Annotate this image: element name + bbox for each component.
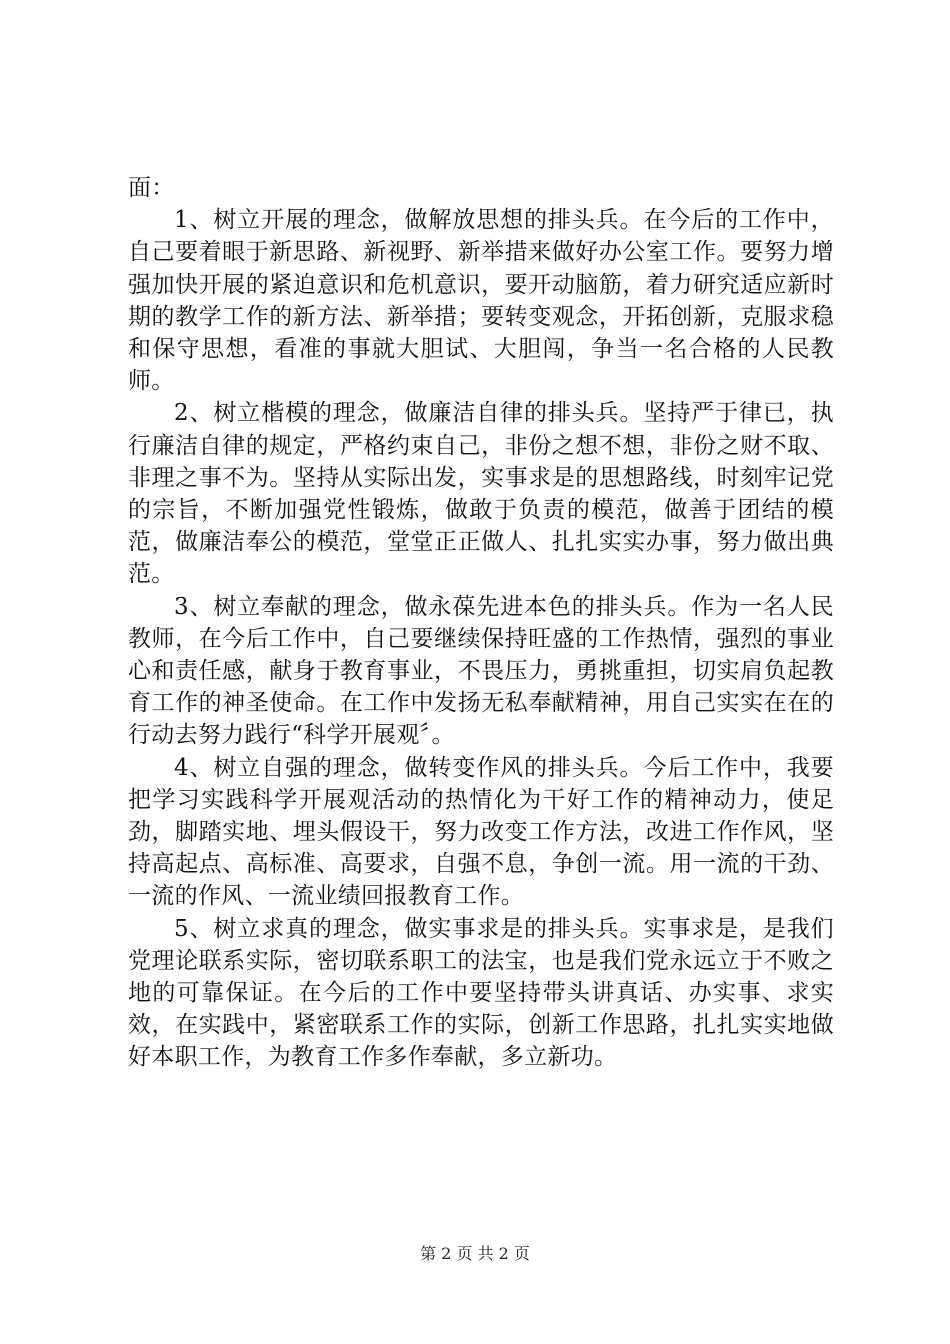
page-number-label: 第 2 页 共 2 页 <box>420 1244 530 1263</box>
document-body <box>128 172 834 1074</box>
paragraph-2: 2、树立楷模的理念，做廉洁自律的排头兵。坚持严于律已，执行廉洁自律的规定，严格约束自己，非份之想不想，非份之财不取、非理之事不为。坚持从实际出发，实事求是的思想路线，时刻牢记党的宗旨，不断加强党性锻炼，做敢于负责的模范，做善于团结的模范，做廉洁奉公的模范，堂堂正正做人、扎扎实实办事，努力做出典范。 <box>128 400 834 588</box>
paragraph-1: 1、树立开展的理念，做解放思想的排头兵。在今后的工作中，自己要着眼于新思路、新视野、新举措来做好办公室工作。要努力增强加快开展的紧迫意识和危机意识，要开动脑筋，着力研究适应新时期的教学工作的新方法、新举措；要转变观念，开拓创新，克服求稳和保守思想，看准的事就大胆试、大胆闯，争当一名合格的人民教师。 <box>128 207 834 395</box>
paragraph-4: 4、树立自强的理念，做转变作风的排头兵。今后工作中，我要把学习实践科学开展观活动的热情化为干好工作的精神动力，使足劲，脚踏实地、埋头假设干，努力改变工作方法，改进工作作风，坚持高起点、高标准、高要求，自强不息，争创一流。用一流的干劲、一流的作风、一流业绩回报教育工作。 <box>128 754 834 910</box>
paragraph-3: 3、树立奉献的理念，做永葆先进本色的排头兵。作为一名人民教师，在今后工作中，自己要继续保持旺盛的工作热情，强烈的事业心和责任感，献身于教育事业，不畏压力，勇挑重担，切实肩负起教育工作的神圣使命。在工作中发扬无私奉献精神，用自己实实在在的行动去努力践行“科学开展观〞。 <box>128 593 834 749</box>
intro-fragment: 面： <box>128 175 175 201</box>
paragraph-5: 5、树立求真的理念，做实事求是的排头兵。实事求是，是我们党理论联系实际，密切联系职工的法宝，也是我们党永远立于不败之地的可靠保证。在今后的工作中要坚持带头讲真话、办实事、求实效，在实践中，紧密联系工作的实际，创新工作思路，扎扎实实地做好本职工作，为教育工作多作奉献，多立新功。 <box>128 915 834 1071</box>
page-footer <box>0 1244 950 1264</box>
